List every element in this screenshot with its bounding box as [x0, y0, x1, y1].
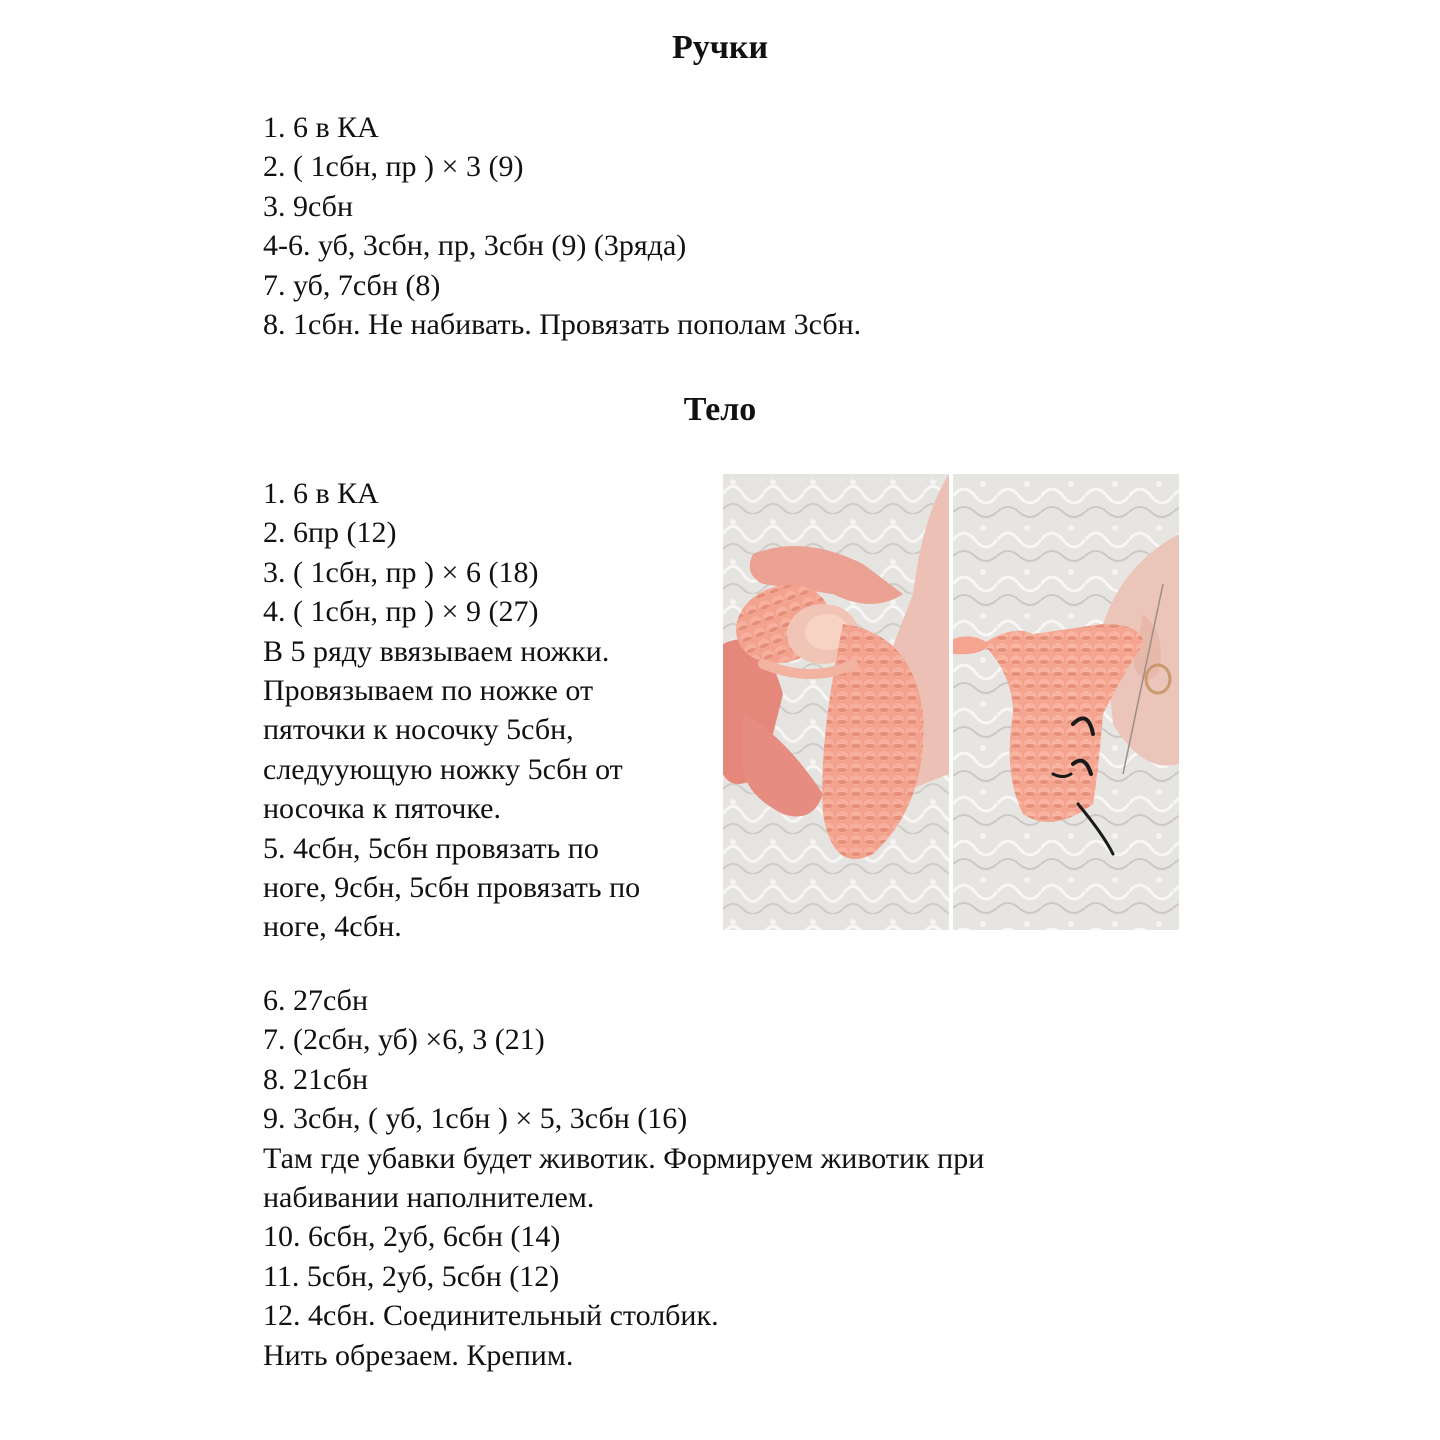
handles-instruction-line: 2. ( 1сбн, пр ) × 3 (9)	[263, 150, 524, 184]
body-instruction-line: набивании наполнителем.	[263, 1181, 595, 1215]
handles-heading: Ручки	[671, 29, 769, 66]
body-instruction-line: следуующую ножку 5сбн от	[263, 752, 623, 786]
body-instruction-line: пяточки к носочку 5сбн,	[263, 713, 574, 747]
body-instruction-line: Нить обрезаем. Крепим.	[263, 1338, 574, 1372]
body-instruction-line: 1. 6 в КА	[263, 477, 379, 510]
handles-instruction-line: 1. 6 в КА	[263, 111, 379, 144]
body-heading: Тело	[683, 391, 757, 428]
body-instruction-line: 10. 6сбн, 2уб, 6сбн (14)	[263, 1220, 561, 1254]
body-instruction-line: носочка к пяточке.	[263, 792, 501, 826]
body-instruction-line: 12. 4сбн. Соединительный столбик.	[263, 1299, 719, 1333]
handles-instruction-line: 7. уб, 7сбн (8)	[263, 268, 441, 302]
handles-instruction-line: 4-6. уб, 3сбн, пр, 3сбн (9) (3ряда)	[263, 229, 687, 263]
body-instruction-line: 3. ( 1сбн, пр ) × 6 (18)	[263, 555, 539, 589]
body-instruction-line: Провязываем по ножке от	[263, 674, 594, 708]
progress-photo	[723, 474, 1179, 930]
body-instruction-line: В 5 ряду ввязываем ножки.	[263, 634, 610, 668]
body-instruction-line: 8. 21сбн	[263, 1062, 368, 1096]
body-instruction-line: ноге, 4сбн.	[263, 910, 402, 944]
body-instruction-line: 9. 3сбн, ( уб, 1сбн ) × 5, 3сбн (16)	[263, 1102, 688, 1136]
body-instruction-line: ноге, 9сбн, 5сбн провязать по	[263, 871, 641, 905]
handles-instruction-line: 3. 9сбн	[263, 189, 353, 223]
body-instruction-line: 2. 6пр (12)	[263, 516, 397, 550]
handles-instruction-line: 8. 1сбн. Не набивать. Провязать пополам 3сбн.	[263, 308, 862, 342]
body-instruction-line: 7. (2сбн, уб) ×6, 3 (21)	[263, 1023, 545, 1057]
body-instruction-line: 5. 4сбн, 5сбн провязать по	[263, 831, 599, 865]
body-instructions-part2	[263, 981, 984, 1375]
handles-instructions	[263, 108, 861, 344]
body-instructions-part1	[263, 474, 640, 947]
body-instruction-line: 4. ( 1сбн, пр ) × 9 (27)	[263, 595, 539, 629]
photo-left	[723, 474, 949, 930]
body-instruction-line: Там где убавки будет животик. Формируем животик при	[263, 1141, 985, 1175]
photo-right	[953, 474, 1179, 930]
body-instruction-line: 11. 5сбн, 2уб, 5сбн (12)	[263, 1259, 560, 1293]
body-instruction-line: 6. 27сбн	[263, 984, 368, 1017]
